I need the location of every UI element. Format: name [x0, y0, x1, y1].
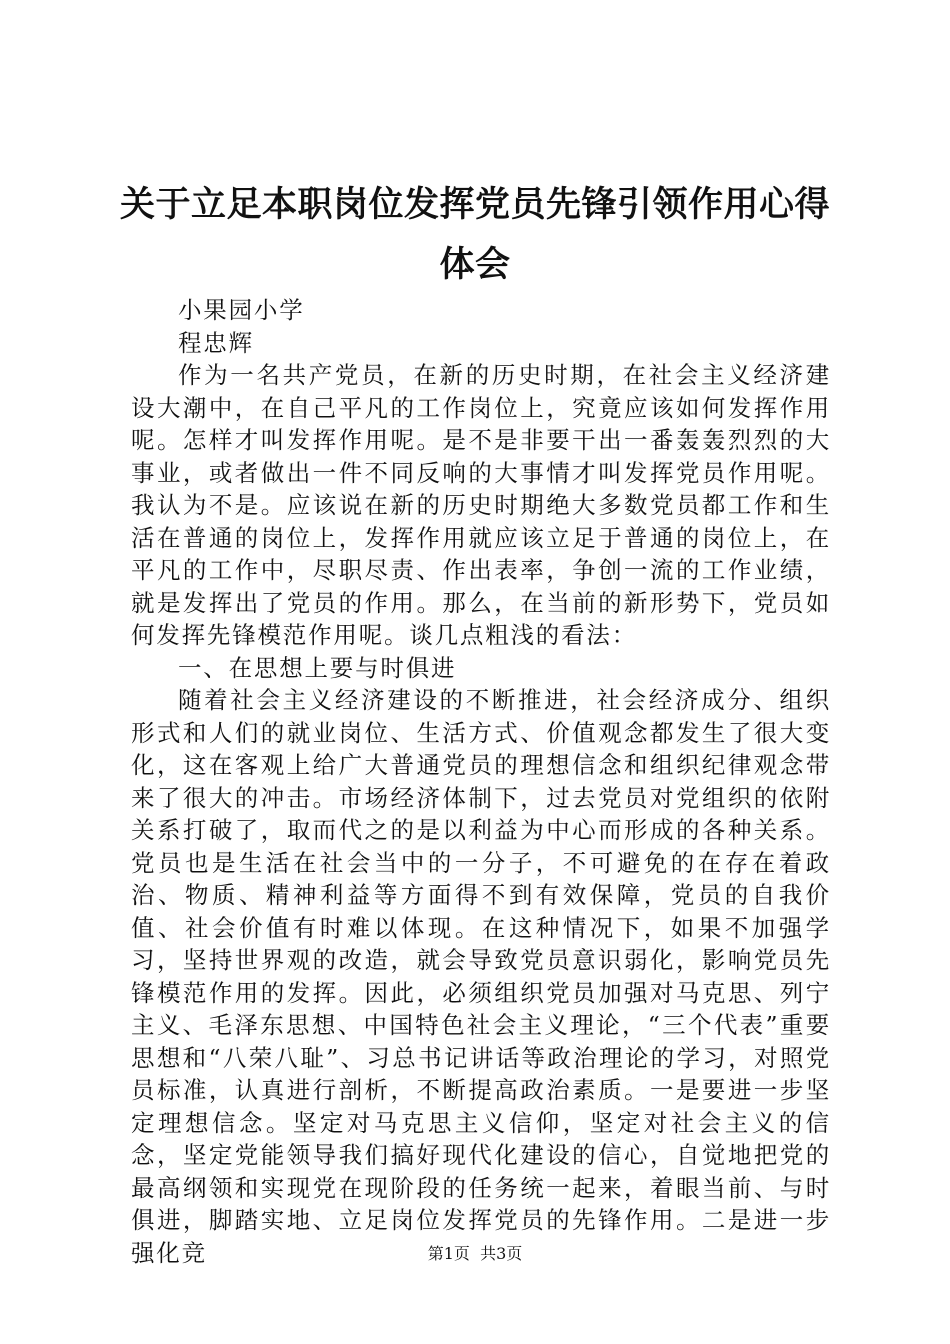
document-title: 关于立足本职岗位发挥党员先锋引领作用心得体会: [119, 185, 830, 285]
paragraph-section-1: 随着社会主义经济建设的不断推进，社会经济成分、组织形式和人们的就业岗位、生活方式、价值观念都发生了很大变化，这在客观上给广大普通党员的理想信念和组织纪律观念带来了很大的冲击。市场经济体制下，过去党员对党组织的依附关系打破了，取而代之的是以利益为中心而形成的各种关系。党员也是生活在社会当中的一分子，不可避免的在存在着政治、物质、精神利益等方面得不到有效保障，党员的自我价值、社会价值有时难以体现。在这种情况下，如果不加强学习，坚持世界观的改造，就会导致党员意识弱化，影响党员先锋模范作用的发挥。因此，必须组织党员加强对马克思、列宁主义、毛泽东思想、中国特色社会主义理论，“三个代表”重要思想和“八荣八耻”、习总书记讲话等政治理论的学习，对照党员标准，认真进行剖析，不断提高政治素质。一是要进一步坚定理想信念。坚定对马克思主义信仰，坚定对社会主义的信念，坚定党能领导我们搞好现代化建设的信心，自觉地把党的最高纲领和实现党在现阶段的任务统一起来，着眼当前、与时俱进，脚踏实地、立足岗位发挥党员的先锋作用。二是进一步强化竞: [131, 686, 831, 1267]
section-heading-1: 一、在思想上要与时俱进: [178, 653, 457, 682]
document-body: [131, 294, 831, 1269]
page-number: 第1页 共3页: [427, 1244, 523, 1263]
page-footer: [0, 1244, 950, 1264]
author-name: 程忠辉: [178, 328, 254, 357]
school-name: 小果园小学: [178, 296, 305, 324]
paragraph-intro: 作为一名共产党员，在新的历史时期，在社会主义经济建设大潮中，在自己平凡的工作岗位上，究竟应该如何发挥作用呢。怎样才叫发挥作用呢。是不是非要干出一番轰轰烈烈的大事业，或者做出一件不同反响的大事情才叫发挥党员作用呢。我认为不是。应该说在新的历史时期绝大多数党员都工作和生活在普通的岗位上，发挥作用就应该立足于普通的岗位上，在平凡的工作中，尽职尽责、作出表率，争创一流的工作业绩，就是发挥出了党员的作用。那么，在当前的新形势下，党员如何发挥先锋模范作用呢。谈几点粗浅的看法：: [131, 361, 831, 649]
